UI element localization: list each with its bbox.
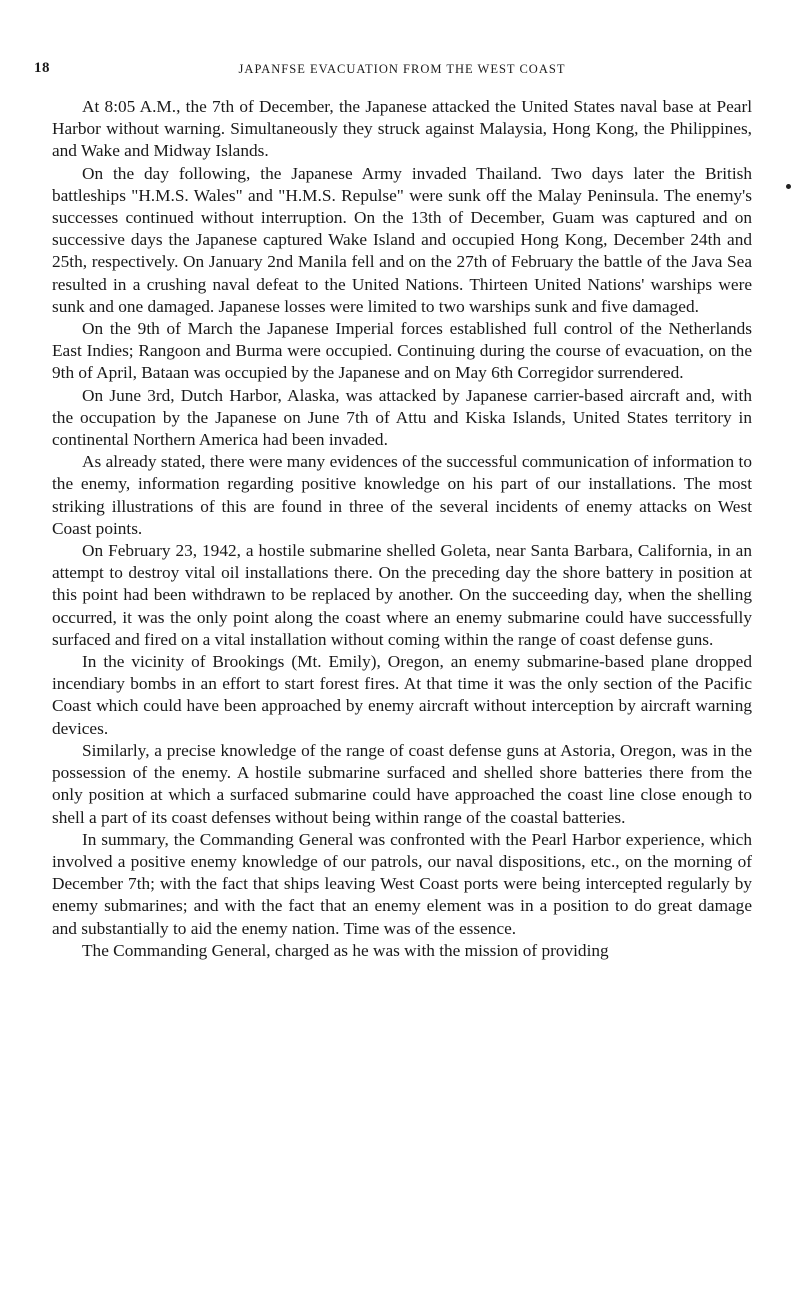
paragraph-dutch-harbor: On June 3rd, Dutch Harbor, Alaska, was attacked by Japanese carrier-based aircraft and, with the occupation by the Japanese on June 7th of Attu and Kiska Islands, United States territory in continental Northern America had been invaded. xyxy=(52,385,752,450)
running-head xyxy=(34,60,752,84)
paragraph-brookings-bombing: In the vicinity of Brookings (Mt. Emily), Oregon, an enemy submarine-based plane dropped incendiary bombs in an effort to start forest fires. At that time it was the only section of the Pacific Coast which could have been approached by enemy aircraft without interception by aircraft warning devices. xyxy=(52,652,752,738)
paragraph-commanding-general: The Commanding General, charged as he was with the mission of providing xyxy=(82,940,609,960)
running-title: JAPANFSE EVACUATION FROM THE WEST COAST xyxy=(238,62,566,76)
document-page xyxy=(34,60,752,962)
paragraph-pearl-harbor: At 8:05 A.M., the 7th of December, the Japanese attacked the United States naval base at Pearl Harbor without warning. Simultaneously they struck against Malaysia, Hong Kong, the Philippines, and Wake and Midway Islands. xyxy=(52,97,752,161)
paragraph-astoria-shelling: Similarly, a precise knowledge of the range of coast defense guns at Astoria, Oregon, was in the possession of the enemy. A hostile submarine surfaced and shelled shore batteries there from the only position at which a surfaced submarine could have approached the coast line close enough to shell a part of its coast defenses without being within range of the coastal batteries. xyxy=(52,740,752,827)
margin-dot-mark xyxy=(786,184,791,189)
page-number: 18 xyxy=(34,60,50,76)
paragraph-communication-evidence: As already stated, there were many evidences of the successful communication of information to the enemy, information regarding positive knowledge on his part of our installations. The most striking illustrations of this are found in three of the several incidents of enemy attacks on West Coast points. xyxy=(52,452,752,538)
paragraph-thailand-invasion: On the day following, the Japanese Army invaded Thailand. Two days later the British battleships "H.M.S. Wales" and "H.M.S. Repulse" were sunk off the Malay Peninsula. The enemy's successes continued without interruption. On the 13th of December, Guam was captured and on successive days the Japanese captured Wake Island and occupied Hong Kong, December 24th and 25th, respectively. On January 2nd Manila fell and on the 27th of February the battle of the Java Sea resulted in a crushing naval defeat to the United Nations. Thirteen United Nations' warships were sunk and one damaged. Japanese losses were limited to two warships sunk and five damaged. xyxy=(52,163,752,316)
paragraph-netherlands-east-indies: On the 9th of March the Japanese Imperial forces established full control of the Netherlands East Indies; Rangoon and Burma were occupied. Continuing during the course of evacuation, on the 9th of April, Bataan was occupied by the Japanese and on May 6th Corregidor surrendered. xyxy=(52,319,752,383)
paragraph-goleta-shelling: On February 23, 1942, a hostile submarine shelled Goleta, near Santa Barbara, California, in an attempt to destroy vital oil installations there. On the preceding day the shore battery in position at this point had been withdrawn to be replaced by another. On the succeeding day, when the shelling occurred, it was the only point along the coast where an enemy submarine could have successfully surfaced and fired on a vital installation without coming within the range of coast defense guns. xyxy=(52,541,752,649)
paragraph-summary: In summary, the Commanding General was confronted with the Pearl Harbor experience, which involved a positive enemy knowledge of our patrols, our naval dispositions, etc., on the morning of December 7th; with the fact that ships leaving West Coast ports were being intercepted regularly by enemy submarines; and with the fact that an enemy element was in a position to do great damage and substantially to aid the enemy nation. Time was of the essence. xyxy=(52,829,752,938)
body-text xyxy=(52,96,752,962)
